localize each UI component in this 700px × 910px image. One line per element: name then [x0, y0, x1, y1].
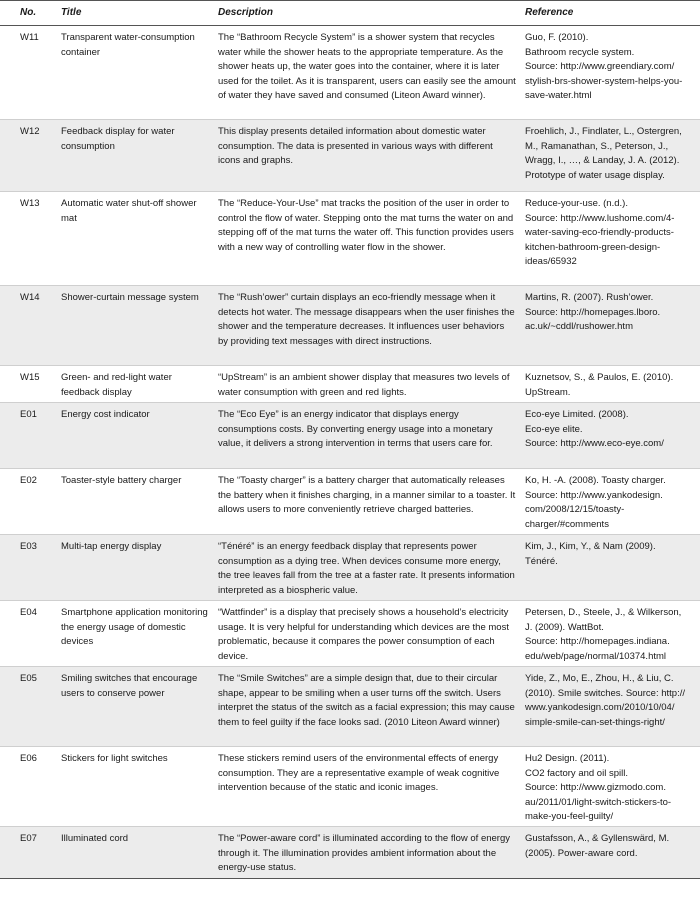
reference-line: (2005). Power-aware cord. [525, 847, 638, 859]
reference-line: Wragg, I., …, & Landay, J. A. (2012). [525, 155, 680, 166]
row-description: “UpStream” is an ambient shower display that measures two levels of water consumption with green and red lights. [213, 366, 520, 403]
reference-line: Petersen, D., Steele, J., & Wilkerson, [525, 607, 682, 618]
header-reference: Reference [520, 1, 700, 26]
row-number: E03 [0, 535, 56, 601]
table-row [0, 827, 700, 879]
row-number: W12 [0, 120, 56, 192]
row-number: W15 [0, 366, 56, 403]
reference-line: Source: http://www.greendiary.com/ [525, 61, 675, 72]
reference-line: UpStream. [525, 386, 571, 398]
reference-line: Gustafsson, A., & Gyllenswärd, M. [525, 833, 670, 844]
reference-line: Froehlich, J., Findlater, L., Ostergren, [525, 126, 682, 137]
row-title: Transparent water-consumption container [56, 26, 213, 120]
table-row [0, 747, 700, 827]
row-title: Stickers for light switches [56, 747, 213, 827]
table-row [0, 667, 700, 747]
reference-line: Bathroom recycle system. [525, 46, 635, 58]
table-row [0, 192, 700, 286]
table-row [0, 286, 700, 366]
row-description: The “Toasty charger” is a battery charger that automatically releases the battery when it finishes charging, in a manner similar to a toaster. It allows users to more conveniently retrieve charged batteries. [213, 469, 520, 535]
row-title: Shower-curtain message system [56, 286, 213, 366]
row-description: This display presents detailed information about domestic water consumption. The data is presented in various ways with different icons and graphs. [213, 120, 520, 192]
table-row [0, 120, 700, 192]
row-description: The “Reduce-Your-Use” mat tracks the position of the user in order to control the flow of water. Stepping onto the mat turns the water on and stepping off of the mat turns the water off. This function provides users with a new way of controlling water flow in the shower. [213, 192, 520, 286]
reference-line: ideas/65932 [525, 256, 577, 267]
header-title: Title [56, 1, 213, 26]
row-number: W14 [0, 286, 56, 366]
row-number: E05 [0, 667, 56, 747]
reference-line: Kuznetsov, S., & Paulos, E. (2010). [525, 372, 674, 383]
reference-line: Source: http://www.gizmodo.com. [525, 782, 666, 793]
row-title: Toaster-style battery charger [56, 469, 213, 535]
reference-line: www.yankodesign.com/2010/10/04/ [525, 702, 675, 713]
row-description: The “Smile Switches” are a simple design that, due to their circular shape, appear to be smiling when a user turns off the switch. Users interpret the status of the switch as a facial expression; this may cause them to feel guilty if the face looks sad. (2010 Liteon Award winner) [213, 667, 520, 747]
table-row [0, 535, 700, 601]
reference-line: Kim, J., Kim, Y., & Nam (2009). [525, 541, 656, 552]
reference-line: Martins, R. (2007). Rush’ower. [525, 292, 654, 303]
row-title: Multi-tap energy display [56, 535, 213, 601]
row-reference [520, 26, 700, 120]
reference-line: edu/web/page/normal/10374.html [525, 650, 667, 662]
row-description: “Wattfinder” is a display that precisely shows a household’s electricity usage. It is very helpful for understanding which devices are the most problematic, because it compares the power consumption of each device. [213, 601, 520, 667]
row-reference [520, 535, 700, 601]
reference-line: Source: http://homepages.indiana. [525, 636, 670, 647]
reference-line: au/2011/01/light-switch-stickers-to- [525, 796, 672, 808]
row-reference [520, 469, 700, 535]
row-title: Smiling switches that encourage users to conserve power [56, 667, 213, 747]
row-reference [520, 120, 700, 192]
row-description: The “Eco Eye” is an energy indicator that displays energy consumptions costs. By converting energy usage into a monetary value, it delivers a strong intervention in terms that users care for. [213, 403, 520, 469]
reference-line: simple-smile-can-set-things-right/ [525, 716, 665, 728]
row-reference [520, 366, 700, 403]
reference-line: save-water.html [525, 90, 592, 101]
reference-line: Hu2 Design. (2011). [525, 753, 610, 764]
row-number: W11 [0, 26, 56, 120]
row-number: E04 [0, 601, 56, 667]
row-reference [520, 667, 700, 747]
reference-line: Reduce-your-use. (n.d.). [525, 198, 628, 209]
row-reference [520, 403, 700, 469]
row-reference [520, 747, 700, 827]
table-row [0, 26, 700, 120]
row-description: The “Rush’ower” curtain displays an eco-friendly message when it detects hot water. The message disappears when the user finishes the shower and the temperature decreases. It influences user behaviors by providing text messages with direct instructions. [213, 286, 520, 366]
table-row [0, 601, 700, 667]
reference-line: Prototype of water usage display. [525, 169, 665, 181]
row-description: “Ténéré” is an energy feedback display that represents power consumption as a dying tree. When devices consume more energy, the tree leaves fall from the tree at a faster rate. It presents information interpreted as a biospheric value. [213, 535, 520, 601]
reference-line: Guo, F. (2010). [525, 32, 589, 43]
row-description: The “Bathroom Recycle System” is a shower system that recycles water while the shower heats to the appropriate temperature. As the shower heats up, the water goes into the container, where it is later used for the toilet. As it is transparent, users can easily see the amount of water they have saved and consumed (Liteon Award winner). [213, 26, 520, 120]
reference-line: charger/#comments [525, 518, 609, 530]
header-no: No. [0, 1, 56, 26]
header-description: Description [213, 1, 520, 26]
table-body [0, 26, 700, 879]
row-number: E02 [0, 469, 56, 535]
reference-line: (2010). Smile switches. Source: http:// [525, 687, 685, 699]
row-title: Illuminated cord [56, 827, 213, 879]
reference-line: make-you-feel-guilty/ [525, 811, 614, 822]
table-row [0, 403, 700, 469]
row-number: E06 [0, 747, 56, 827]
reference-line: stylish-brs-shower-system-helps-you- [525, 75, 683, 87]
reference-line: Source: http://homepages.lboro. [525, 306, 661, 318]
row-description: These stickers remind users of the environmental effects of energy consumption. They are a representative example of weak cognitive intervention because of the static and iconic images. [213, 747, 520, 827]
row-title: Green- and red-light water feedback display [56, 366, 213, 403]
reference-line: water-saving-eco-friendly-products- [525, 227, 674, 238]
row-number: W13 [0, 192, 56, 286]
reference-line: Source: http://www.eco-eye.com/ [525, 438, 664, 449]
row-title: Smartphone application monitoring the energy usage of domestic devices [56, 601, 213, 667]
row-reference [520, 601, 700, 667]
reference-line: ac.uk/~cddl/rushower.htm [525, 321, 633, 332]
reference-line: Source: http://www.yankodesign. [525, 489, 663, 501]
row-reference [520, 192, 700, 286]
table-header-row [0, 1, 700, 26]
reference-line: com/2008/12/15/toasty- [525, 504, 625, 515]
row-number: E01 [0, 403, 56, 469]
reference-line: M., Ramanathan, S., Peterson, J., [525, 140, 669, 152]
reference-line: Eco-eye Limited. (2008). [525, 409, 629, 420]
reference-line: Source: http://www.lushome.com/4- [525, 212, 675, 224]
row-reference [520, 286, 700, 366]
row-title: Feedback display for water consumption [56, 120, 213, 192]
row-reference [520, 827, 700, 879]
reference-line: Yide, Z., Mo, E., Zhou, H., & Liu, C. [525, 673, 674, 684]
reference-line: J. (2009). WattBot. [525, 621, 604, 633]
table-row [0, 366, 700, 403]
reference-line: Ko, H. -A. (2008). Toasty charger. [525, 475, 666, 486]
row-title: Energy cost indicator [56, 403, 213, 469]
row-title: Automatic water shut-off shower mat [56, 192, 213, 286]
reference-line: CO2 factory and oil spill. [525, 767, 628, 779]
reference-line: kitchen-bathroom-green-design- [525, 241, 661, 253]
row-number: E07 [0, 827, 56, 879]
row-description: The “Power-aware cord” is illuminated according to the flow of energy through it. The illumination provides ambient information about the energy-use status. [213, 827, 520, 879]
table-row [0, 469, 700, 535]
reference-line: Ténéré. [525, 555, 558, 567]
reference-line: Eco-eye elite. [525, 423, 583, 435]
